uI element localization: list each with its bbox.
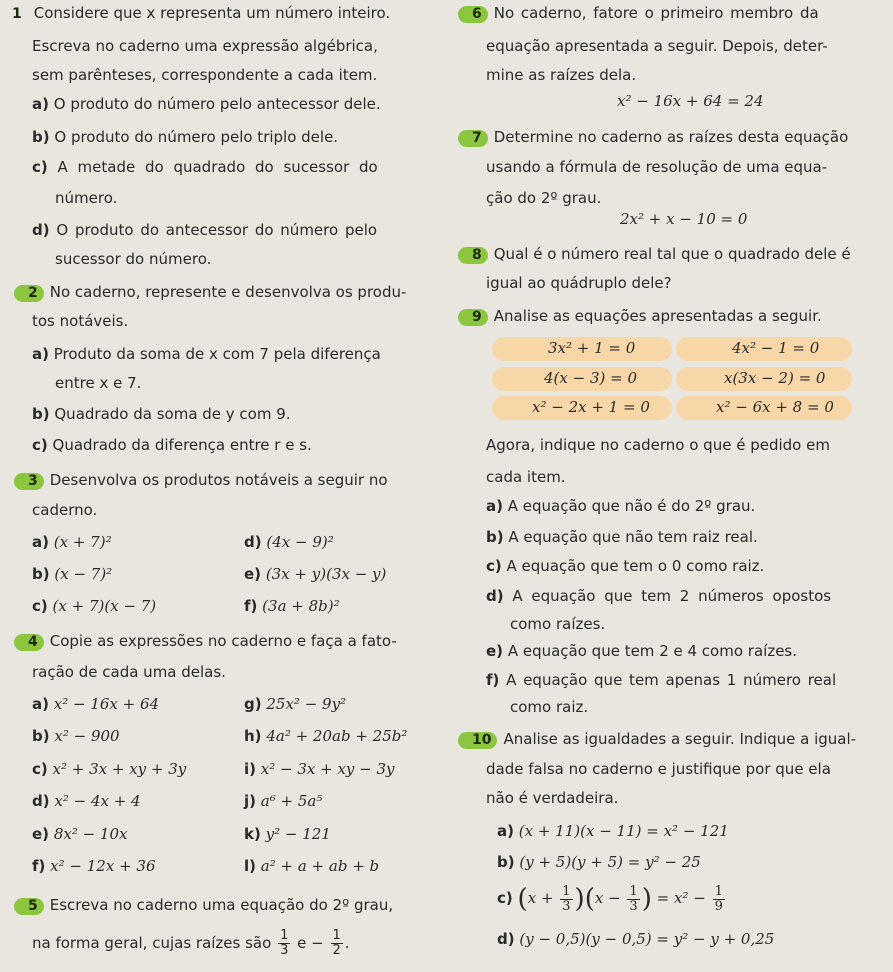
q9-number-badge: 9 <box>458 309 488 326</box>
q2-item-b: b) Quadrado da soma de y com 9. <box>32 405 291 423</box>
q4-intro-2: ração de cada uma delas. <box>32 663 226 681</box>
q10-item-c: c) (x + $\frac{1}{3}$ )(x − $\frac{1}{3}$ ) = x² − $\frac{1}{9}$ <box>497 883 723 914</box>
q9-item-d: d) A equação que tem 2 números opostos <box>486 587 832 605</box>
q10-intro-1: 10 Analise as igualdades a seguir. Indique a igual- <box>458 730 856 749</box>
q9-item-e: e) A equação que tem 2 e 4 como raízes. <box>486 642 798 660</box>
q9-item-b: b) A equação que não tem raiz real. <box>486 528 758 546</box>
q1-intro-2: Escreva no caderno uma expressão algébrica, <box>32 37 378 55</box>
q2-item-a-cont: entre x e 7. <box>55 374 142 392</box>
q9-equation-2: 4x² − 1 = 0 <box>732 339 820 357</box>
q6-equation: x² − 16x + 64 = 24 <box>617 92 764 110</box>
q4-item-g: g) 25x² − 9y² <box>244 695 347 713</box>
q10-item-a: a) (x + 11)(x − 11) = x² − 121 <box>497 822 729 840</box>
q5-line-1: 5 Escreva no caderno uma equação do 2º grau, <box>14 896 393 915</box>
q7-intro-2: usando a fórmula de resolução de uma equa- <box>486 158 828 176</box>
q7-number-badge: 7 <box>458 130 488 147</box>
q3-intro-2: caderno. <box>32 501 98 519</box>
q10-item-d: d) (y − 0,5)(y − 0,5) = y² − y + 0,25 <box>497 930 775 948</box>
q1-item-a: a) O produto do número pelo antecessor dele. <box>32 95 381 113</box>
q1-number-badge: 1 <box>12 6 22 22</box>
q9-after-1: Agora, indique no caderno o que é pedido em <box>486 436 830 454</box>
q2-item-a: a) Produto da soma de x com 7 pela diferença <box>32 345 381 363</box>
q6-intro-2: equação apresentada a seguir. Depois, deter- <box>486 37 828 55</box>
q2-item-c: c) Quadrado da diferença entre r e s. <box>32 436 312 454</box>
q7-intro-3: ção do 2º grau. <box>486 189 602 207</box>
q4-intro-1: 4 Copie as expressões no caderno e faça a fato- <box>14 632 397 651</box>
q3-item-e: e) (3x + y)(3x − y) <box>244 565 387 583</box>
q8-intro-2: igual ao quádruplo dele? <box>486 274 672 292</box>
q10-intro-3: não é verdadeira. <box>486 789 619 807</box>
q4-item-j: j) a⁶ + 5a⁵ <box>244 792 323 810</box>
q6-intro-1: 6 No caderno, fatore o primeiro membro da <box>458 4 819 23</box>
q5-fraction-2: $\frac{1}{2}$ <box>332 928 341 958</box>
q8-number-badge: 8 <box>458 247 488 264</box>
q4-number-badge: 4 <box>14 634 44 651</box>
q4-item-d: d) x² − 4x + 4 <box>32 792 141 810</box>
q4-item-c: c) x² + 3x + xy + 3y <box>32 760 187 778</box>
q6-intro-3: mine as raízes dela. <box>486 66 637 84</box>
q9-item-d-cont: como raízes. <box>510 615 606 633</box>
q9-item-a: a) A equação que não é do 2º grau. <box>486 497 756 515</box>
q9-intro: 9 Analise as equações apresentadas a seguir. <box>458 307 822 326</box>
q9-equation-5: x² − 2x + 1 = 0 <box>532 398 650 416</box>
q2-intro-1: 2 No caderno, represente e desenvolva os produ- <box>14 283 406 302</box>
q3-number-badge: 3 <box>14 473 44 490</box>
q1-intro-1 <box>6 4 390 23</box>
q9-equation-1: 3x² + 1 = 0 <box>548 339 636 357</box>
q7-intro-1: 7 Determine no caderno as raízes desta equação <box>458 128 848 147</box>
q9-equation-3: 4(x − 3) = 0 <box>544 369 638 387</box>
q3-item-d: d) (4x − 9)² <box>244 533 334 551</box>
q9-item-f: f) A equação que tem apenas 1 número real <box>486 671 837 689</box>
q3-item-f: f) (3a + 8b)² <box>244 597 340 615</box>
q1-intro-text-1: Considere que x representa um número inteiro. <box>33 4 391 22</box>
q4-item-b: b) x² − 900 <box>32 727 120 745</box>
q5-number-badge: 5 <box>14 898 44 915</box>
q10-number-badge: 10 <box>458 732 497 749</box>
q4-item-e: e) 8x² − 10x <box>32 825 128 843</box>
q5-line-2: na forma geral, cujas raízes são $\frac{1}{3}$ e − $\frac{1}{2}$ . <box>32 928 350 958</box>
q1-item-d: d) O produto do antecessor do número pelo <box>32 221 378 239</box>
q1-item-c-cont: número. <box>55 189 118 207</box>
q2-intro-2: tos notáveis. <box>32 312 129 330</box>
q9-item-c: c) A equação que tem o 0 como raiz. <box>486 557 765 575</box>
q1-item-b: b) O produto do número pelo triplo dele. <box>32 128 339 146</box>
q9-after-2: cada item. <box>486 468 566 486</box>
q9-equation-6: x² − 6x + 8 = 0 <box>716 398 834 416</box>
q8-intro-1: 8 Qual é o número real tal que o quadrado dele é <box>458 245 851 264</box>
q4-item-k: k) y² − 121 <box>244 825 331 843</box>
q4-item-f: f) x² − 12x + 36 <box>32 857 156 875</box>
q7-equation: 2x² + x − 10 = 0 <box>620 210 748 228</box>
q4-item-a: a) x² − 16x + 64 <box>32 695 160 713</box>
q5-fraction-1: $\frac{1}{3}$ <box>280 928 289 958</box>
q10-item-b: b) (y + 5)(y + 5) = y² − 25 <box>497 853 701 871</box>
q1-item-d-cont: sucessor do número. <box>55 250 212 268</box>
q2-number-badge: 2 <box>14 285 44 302</box>
q4-item-l: l) a² + a + ab + b <box>244 857 380 875</box>
q1-intro-3: sem parênteses, correspondente a cada item. <box>32 66 378 84</box>
q3-item-c: c) (x + 7)(x − 7) <box>32 597 157 615</box>
q3-intro-1: 3 Desenvolva os produtos notáveis a seguir no <box>14 471 388 490</box>
q4-item-h: h) 4a² + 20ab + 25b² <box>244 727 408 745</box>
q6-number-badge: 6 <box>458 6 488 23</box>
q9-equation-4: x(3x − 2) = 0 <box>724 369 826 387</box>
q3-item-b: b) (x − 7)² <box>32 565 113 583</box>
q10-intro-2: dade falsa no caderno e justifique por que ela <box>486 760 831 778</box>
q1-item-c: c) A metade do quadrado do sucessor do <box>32 158 378 176</box>
q3-item-a: a) (x + 7)² <box>32 533 112 551</box>
q9-item-f-cont: como raiz. <box>510 698 589 716</box>
q4-item-i: i) x² − 3x + xy − 3y <box>244 760 395 778</box>
